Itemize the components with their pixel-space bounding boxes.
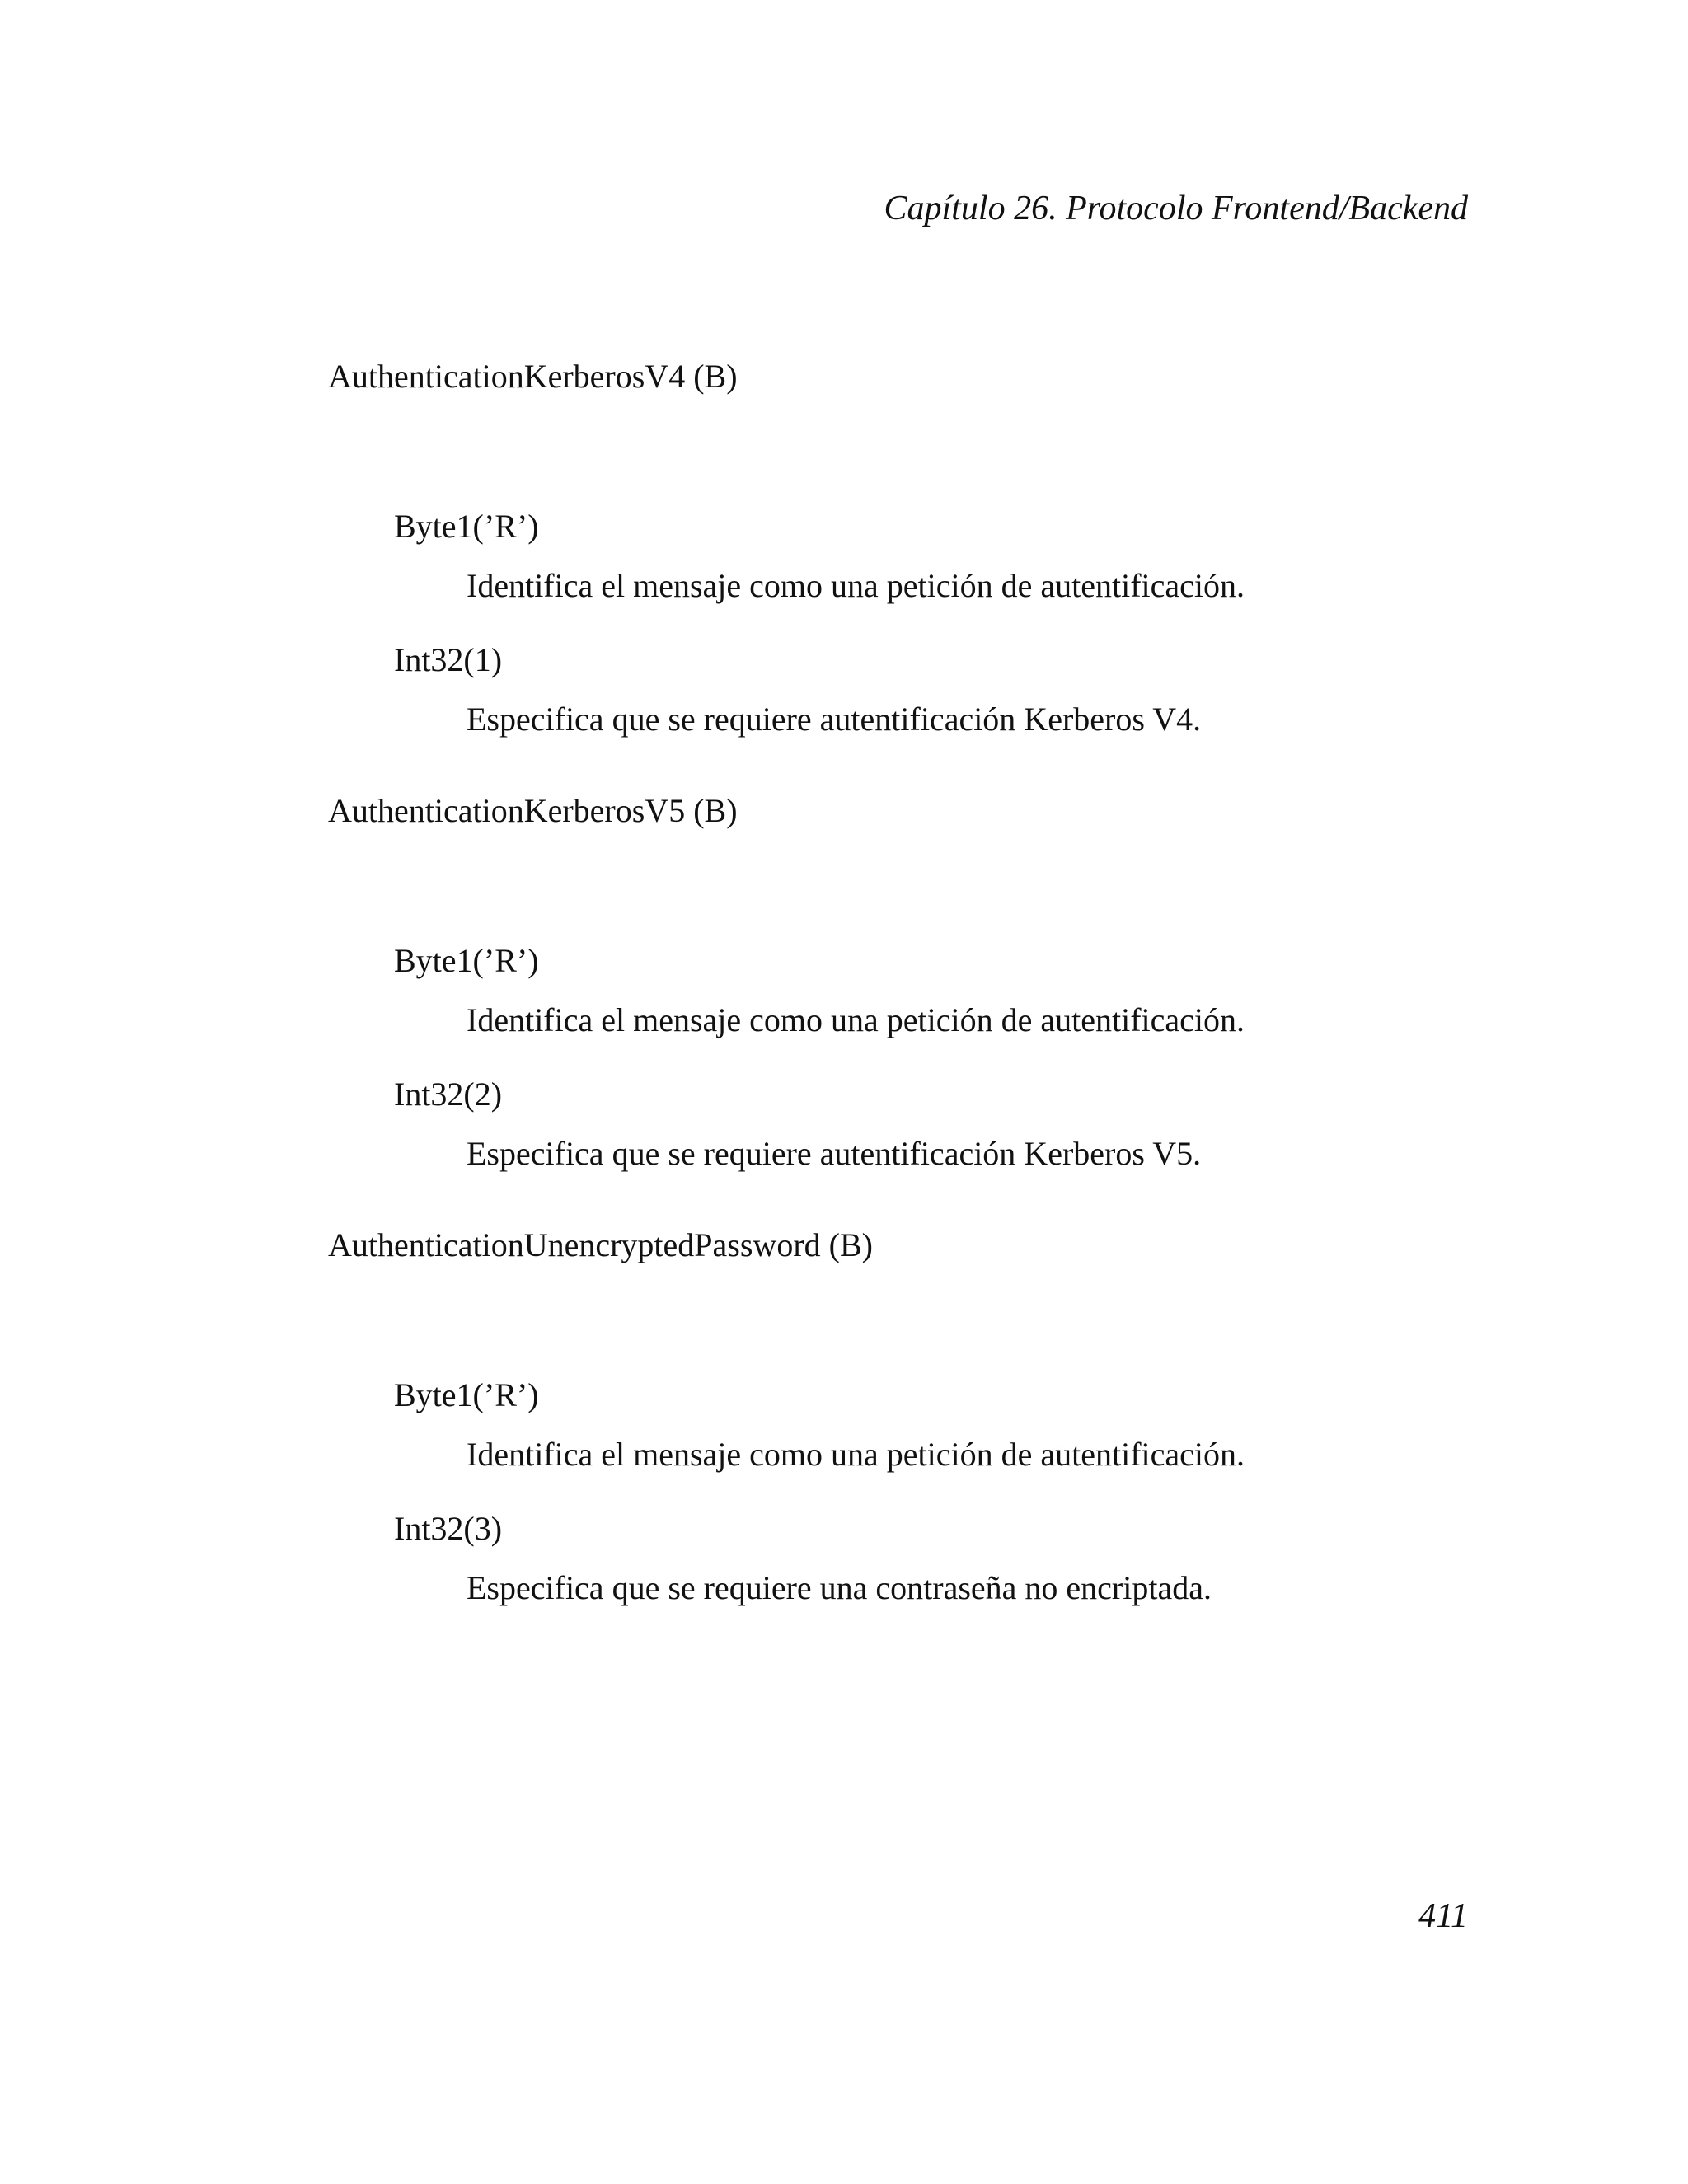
message-title: AuthenticationKerberosV5 (B) (328, 792, 738, 829)
message-entry-unencrypted-password (328, 1226, 1482, 1606)
chapter-header: Capítulo 26. Protocolo Frontend/Backend (884, 190, 1468, 227)
field-description: Especifica que se requiere autentificación Kerberos V5. (467, 1135, 1202, 1172)
field-description: Identifica el mensaje como una petición de autentificación. (467, 567, 1245, 604)
field-name: Byte1(’R’) (394, 1376, 539, 1413)
message-title: AuthenticationUnencryptedPassword (B) (328, 1226, 873, 1263)
message-entry-kerberos-v4 (328, 357, 1482, 738)
field-name: Int32(3) (394, 1510, 503, 1547)
field-description: Identifica el mensaje como una petición de autentificación. (467, 1436, 1245, 1473)
field-description: Especifica que se requiere una contraseña no encriptada. (467, 1569, 1212, 1606)
field-description: Identifica el mensaje como una petición de autentificación. (467, 1001, 1245, 1038)
field-name: Int32(1) (394, 641, 503, 678)
page-number: 411 (1418, 1897, 1468, 1935)
field-name: Byte1(’R’) (394, 942, 539, 979)
field-name: Byte1(’R’) (394, 508, 539, 545)
field-description: Especifica que se requiere autentificación Kerberos V4. (467, 701, 1202, 738)
message-entry-kerberos-v5 (328, 791, 1482, 1172)
field-name: Int32(2) (394, 1076, 503, 1113)
message-title: AuthenticationKerberosV4 (B) (328, 358, 738, 395)
